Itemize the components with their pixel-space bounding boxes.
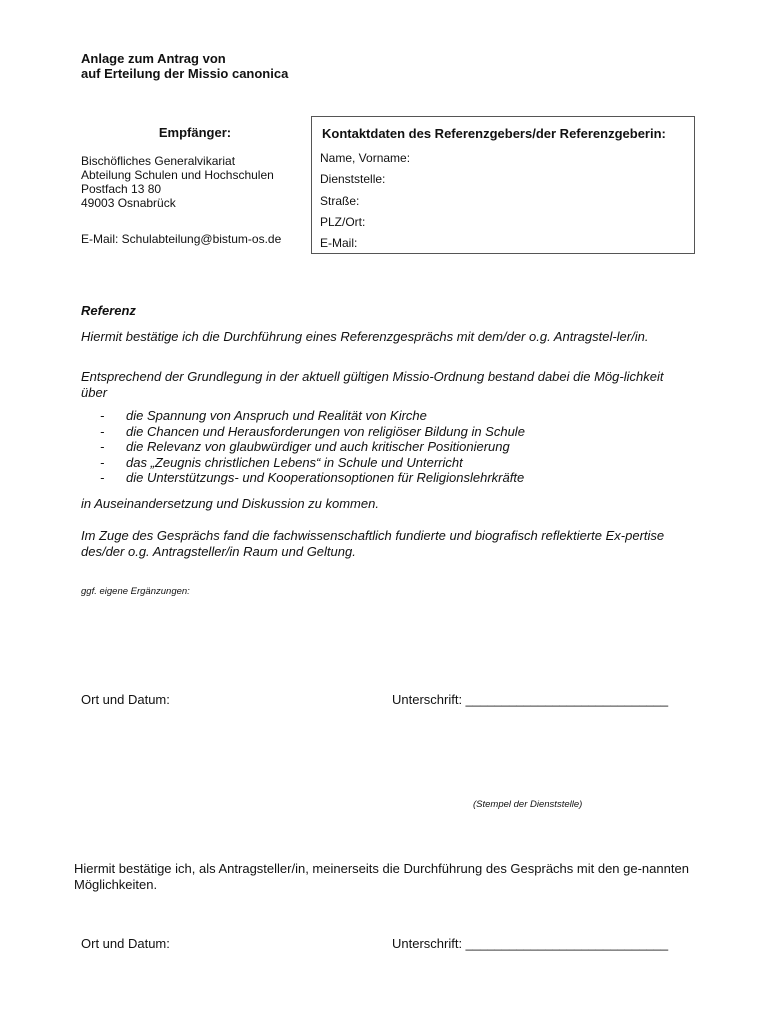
place-date-field[interactable]: Ort und Datum: <box>81 936 170 951</box>
signature-field[interactable]: Unterschrift: ____________________________ <box>392 936 669 951</box>
contact-field-name[interactable]: Name, Vorname: <box>320 151 411 165</box>
list-item: - die Relevanz von glaubwürdiger und auch kritischer Positionierung <box>100 439 510 455</box>
list-item-text: die Unterstützungs- und Kooperationsoptionen für Religionslehrkräfte <box>126 470 525 486</box>
document-header <box>81 51 288 81</box>
header-line-1: Anlage zum Antrag von <box>81 51 226 66</box>
recipient-address-line: 49003 Osnabrück <box>81 196 176 210</box>
recipient-email: E-Mail: Schulabteilung@bistum-os.de <box>81 232 282 246</box>
recipient-address-line: Abteilung Schulen und Hochschulen <box>81 168 274 182</box>
supplement-label: ggf. eigene Ergänzungen: <box>81 586 190 597</box>
contact-field-office[interactable]: Dienststelle: <box>320 172 386 186</box>
contact-field-street[interactable]: Straße: <box>320 194 360 208</box>
list-item-text: die Relevanz von glaubwürdiger und auch kritischer Positionierung <box>126 439 510 455</box>
list-item-text: die Chancen und Herausforderungen von religiöser Bildung in Schule <box>126 423 525 439</box>
list-item: - die Chancen und Herausforderungen von religiöser Bildung in Schule <box>100 423 525 439</box>
recipient-address-line: Postfach 13 80 <box>81 182 162 196</box>
referenz-paragraph-4: Im Zuge des Gesprächs fand die fachwissenschaftlich fundierte und biografisch reflektierte Ex-pertise des/der o.g. Antragsteller/in Raum und Geltung. <box>81 528 665 559</box>
list-item-text: die Spannung von Anspruch und Realität von Kirche <box>126 408 427 423</box>
referenz-paragraph-2: Entsprechend der Grundlegung in der aktuell gültigen Missio-Ordnung bestand dabei die Mög-lichkeit über <box>81 369 664 400</box>
stamp-label: (Stempel der Dienststelle) <box>473 799 583 810</box>
list-item-text: das „Zeugnis christlichen Lebens“ in Schule und Unterricht <box>126 454 463 470</box>
place-date-field[interactable]: Ort und Datum: <box>81 692 170 707</box>
contact-field-email[interactable]: E-Mail: <box>320 236 358 250</box>
recipient-address <box>81 154 274 210</box>
contact-title: Kontaktdaten des Referenzgebers/der Referenzgeberin: <box>322 126 666 141</box>
recipient-address-line: Bischöfliches Generalvikariat <box>81 154 236 168</box>
referenz-topic-list <box>100 408 525 486</box>
list-item: - das „Zeugnis christlichen Lebens“ in Schule und Unterricht <box>100 454 463 470</box>
signature-field[interactable]: Unterschrift: ____________________________ <box>392 692 669 707</box>
referenz-paragraph-1: Hiermit bestätige ich die Durchführung eines Referenzgesprächs mit dem/der o.g. Antragstel-ler/in. <box>81 329 649 344</box>
contact-field-city[interactable]: PLZ/Ort: <box>320 215 366 229</box>
recipient-title: Empfänger: <box>158 125 232 140</box>
list-item: - die Unterstützungs- und Kooperationsoptionen für Religionslehrkräfte <box>100 470 525 486</box>
applicant-confirmation: Hiermit bestätige ich, als Antragsteller/in, meinerseits die Durchführung des Gesprächs mit den ge-nannten Möglichkeiten. <box>74 861 689 892</box>
header-line-2: auf Erteilung der Missio canonica <box>81 66 289 81</box>
contact-box <box>311 116 695 254</box>
referenz-title: Referenz <box>81 303 136 318</box>
referenz-paragraph-3: in Auseinandersetzung und Diskussion zu kommen. <box>81 496 379 511</box>
list-item: - die Spannung von Anspruch und Realität von Kirche <box>100 408 427 423</box>
